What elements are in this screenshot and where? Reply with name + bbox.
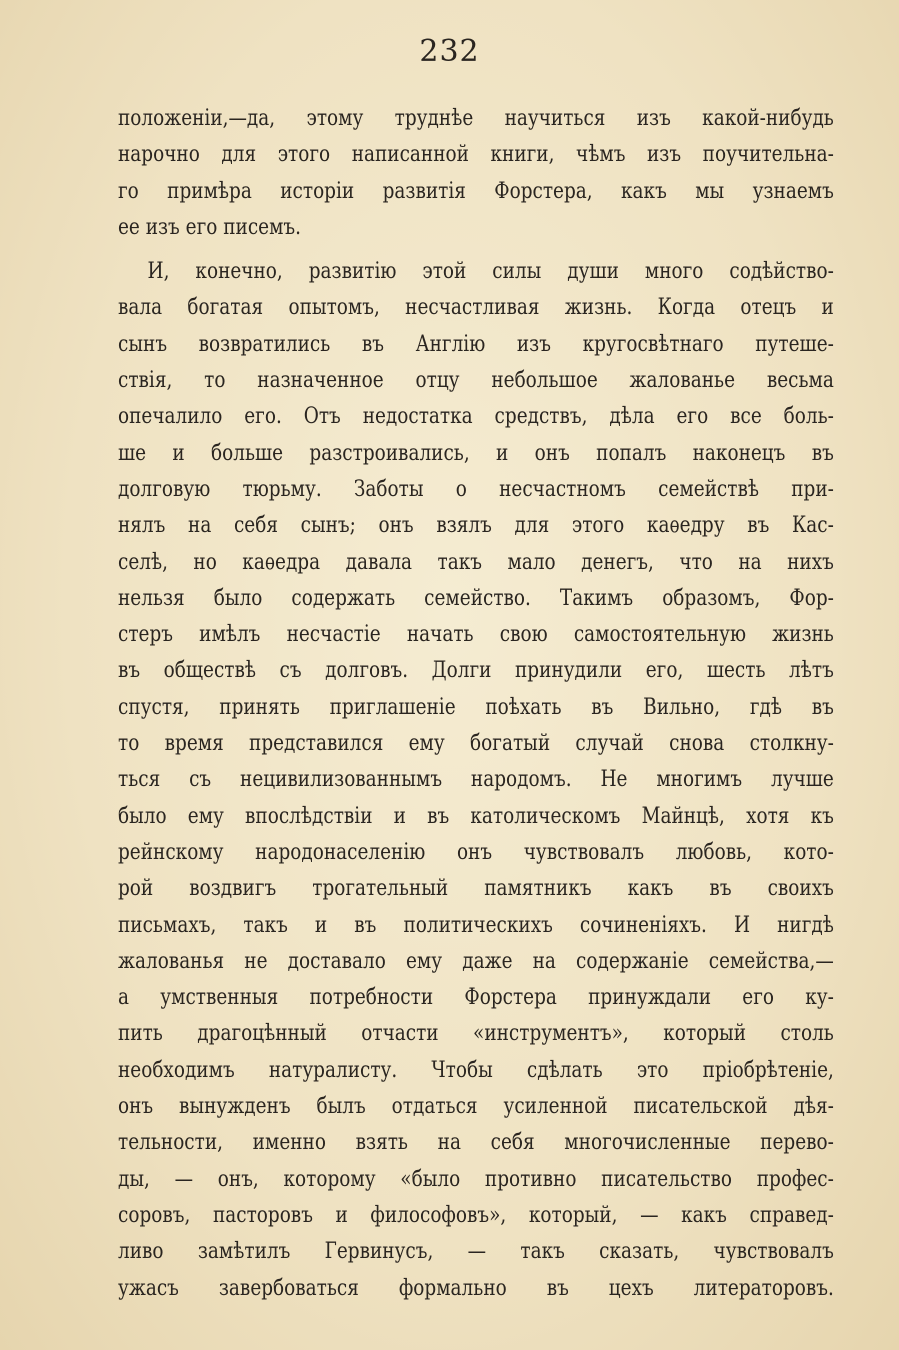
- text-line: рой воздвигъ трогательный памятникъ какъ въ своихъ: [118, 875, 834, 902]
- text-line: онъ вынужденъ былъ отдаться усиленной писательской дѣя-: [118, 1093, 834, 1120]
- text-line: нарочно для этого написанной книги, чѣмъ изъ поучительна-: [118, 141, 834, 168]
- text-line: положенiи,—да, этому труднѣе научиться изъ какой-нибудь: [118, 105, 834, 131]
- text-line: селѣ, но каѳедра давала такъ мало денегъ, что на нихъ: [118, 548, 834, 575]
- text-line: нельзя было содержать семейство. Такимъ образомъ, Фор-: [118, 584, 834, 611]
- text-line: вала богатая опытомъ, несчастливая жизнь. Когда отецъ и: [118, 294, 834, 321]
- text-line: рейнскому народонаселенiю онъ чувствовалъ любовь, кото-: [118, 838, 834, 865]
- text-line: то время представился ему богатый случай снова столкну-: [118, 730, 834, 757]
- text-line: И, конечно, развитiю этой силы души много содѣйство-: [147, 258, 834, 285]
- text-line: тельности, именно взять на себя многочисленные перево-: [118, 1129, 834, 1156]
- text-line: ды, — онъ, которому «было противно писательство профес-: [118, 1165, 834, 1192]
- text-line: соровъ, пасторовъ и философовъ», который, — какъ справед-: [118, 1201, 834, 1228]
- text-line: а умственныя потребности Форстера принуждали его ку-: [118, 984, 834, 1011]
- text-line: жалованья не доставало ему даже на содержанiе семейства,—: [118, 947, 834, 974]
- text-line: ться съ нецивилизованнымъ народомъ. Не многимъ лучше: [118, 766, 834, 793]
- text-line: необходимъ натуралисту. Чтобы сдѣлать это прiобрѣтенiе,: [118, 1056, 834, 1083]
- text-line: го примѣра исторiи развитiя Форстера, какъ мы узнаемъ: [118, 177, 834, 204]
- text-line: ствiя, то назначенное отцу небольшое жалованье весьма: [118, 367, 834, 394]
- text-line: нялъ на себя сынъ; онъ взялъ для этого каѳедру въ Кас-: [118, 512, 834, 539]
- text-line: пить драгоцѣнный отчасти «инструментъ», который столь: [118, 1020, 834, 1047]
- text-line: опечалило его. Отъ недостатка средствъ, дѣла его все боль-: [118, 403, 834, 430]
- paragraph-1: [118, 100, 834, 245]
- text-line: письмахъ, такъ и въ политическихъ сочиненiяхъ. И нигдѣ: [118, 911, 834, 938]
- text-line: ужасъ завербоваться формально въ цехъ литераторовъ.: [118, 1274, 834, 1301]
- paragraph-2: [118, 253, 834, 1306]
- text-line: долговую тюрьму. Заботы о несчастномъ семействѣ при-: [118, 475, 834, 502]
- page-number: 232: [419, 34, 480, 69]
- text-line: спустя, принять приглашенiе поѣхать въ Вильно, гдѣ въ: [118, 693, 834, 720]
- text-line: сынъ возвратились въ Англiю изъ кругосвѣтнаго путеше-: [118, 330, 834, 357]
- text-line: было ему впослѣдствiи и въ католическомъ Майнцѣ, хотя къ: [118, 802, 834, 829]
- text-line: ливо замѣтилъ Гервинусъ, — такъ сказать, чувствовалъ: [118, 1238, 834, 1265]
- text-line: стеръ имѣлъ несчастiе начать свою самостоятельную жизнь: [118, 621, 834, 648]
- text-line: въ обществѣ съ долговъ. Долги принудили его, шесть лѣтъ: [118, 657, 834, 684]
- text-line: ее изъ его писемъ.: [118, 213, 302, 240]
- text-line: ше и больше разстроивались, и онъ попалъ наконецъ въ: [118, 439, 834, 466]
- text-block: [118, 100, 834, 1306]
